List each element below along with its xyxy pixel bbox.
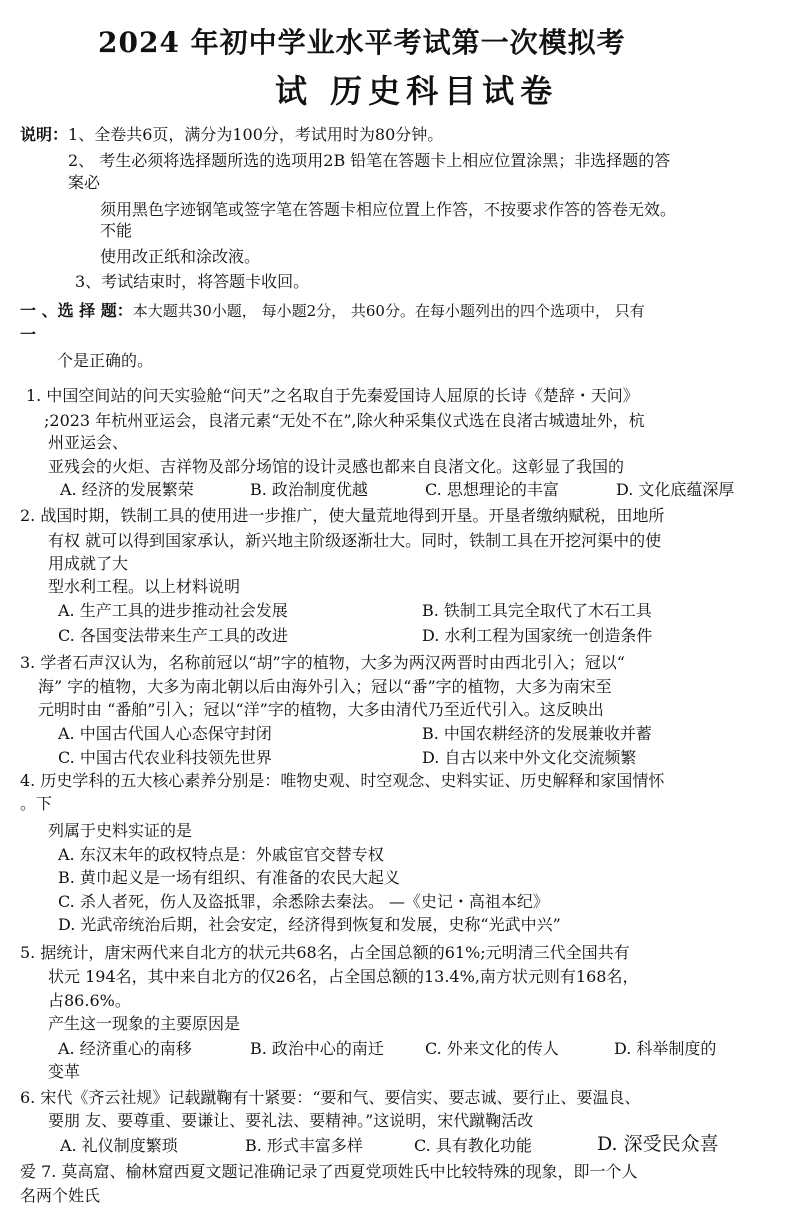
question-line: 6. 宋代《齐云社规》记载蹴鞠有十紧要：“要和气、要信实、要志诚、要行止、要温良、 bbox=[20, 1088, 641, 1107]
section-description-cont: 个是正确的。 bbox=[57, 351, 154, 370]
question-line: 有权 就可以得到国家承认，新兴地主阶级逐渐壮大。同时，铁制工具在开挖河渠中的使 bbox=[48, 531, 662, 550]
question-line: 爱 7. 莫高窟、榆林窟西夏文题记准确记录了西夏党项姓氏中比较特殊的现象，即一个人 bbox=[20, 1162, 638, 1181]
title-line-1: 2024 年初中学业水平考试第一次模拟考 bbox=[98, 26, 626, 59]
option-b[interactable]: B. 中国农耕经济的发展兼收并蓄 bbox=[422, 724, 652, 743]
question-line: 列属于史料实证的是 bbox=[48, 821, 193, 840]
option-b[interactable]: B. 铁制工具完全取代了木石工具 bbox=[422, 601, 652, 620]
instructions-line-1 bbox=[20, 124, 443, 146]
question-line: 海” 字的植物，大多为南北朝以后由海外引入；冠以“番”字的植物，大多为南宋至 bbox=[38, 677, 612, 696]
question-line: 2. 战国时期，铁制工具的使用进一步推广，使大量荒地得到开垦。开垦者缴纳赋税，田地所 bbox=[20, 506, 665, 525]
instruction-item: 2、 考生必须将选择题所选的选项用2B 铅笔在答题卡上相应位置涂黑；非选择题的答 bbox=[68, 151, 671, 170]
instruction-item: 使用改正纸和涂改液。 bbox=[100, 247, 261, 266]
instruction-item: 不能 bbox=[100, 221, 133, 240]
section-description-cont: 一 bbox=[20, 325, 37, 344]
option-d[interactable]: D. 光武帝统治后期，社会安定，经济得到恢复和发展，史称“光武中兴” bbox=[58, 915, 561, 934]
question-line: 元明时由 “番舶”引入；冠以“洋”字的植物，大多由清代乃至近代引入。这反映出 bbox=[38, 700, 604, 719]
option-d-cont: 变革 bbox=[48, 1062, 81, 1081]
option-c[interactable]: C. 杀人者死，伤人及盗抵罪，余悉除去秦法。 —《史记・高祖本纪》 bbox=[58, 892, 549, 911]
option-c[interactable]: C. 具有教化功能 bbox=[414, 1136, 532, 1155]
option-b[interactable]: B. 黄巾起义是一场有组织、有准备的农民大起义 bbox=[58, 868, 400, 887]
option-a[interactable]: A. 生产工具的进步推动社会发展 bbox=[58, 601, 288, 620]
question-line: 3. 学者石声汉认为，名称前冠以“胡”字的植物，大多为两汉两晋时由西北引入；冠以“ bbox=[20, 653, 625, 672]
option-c[interactable]: C. 中国古代农业科技领先世界 bbox=[58, 748, 272, 767]
section-description: 本大题共30小题， 每小题2分， 共60分。在每小题列出的四个选项中， 只有 bbox=[132, 302, 645, 320]
question-line: 要朋 友、要尊重、要谦让、要礼法、要精神。”这说明，宋代蹴鞠活改 bbox=[48, 1111, 534, 1130]
question-line: ;2023 年杭州亚运会，良渚元素“无处不在”,除火种采集仪式选在良渚古城遗址外，杭 bbox=[44, 411, 645, 430]
question-line: 占86.6%。 bbox=[48, 991, 131, 1010]
option-d[interactable]: D. 深受民众喜 bbox=[597, 1133, 719, 1155]
instruction-item: 须用黑色字迹钢笔或签字笔在答题卡相应位置上作答，不按要求作答的答卷无效。 bbox=[100, 200, 677, 219]
option-d[interactable]: D. 水利工程为国家统一创造条件 bbox=[422, 626, 653, 645]
option-a[interactable]: A. 经济重心的南移 bbox=[58, 1039, 192, 1058]
question-line: 州亚运会、 bbox=[48, 433, 129, 452]
option-a[interactable]: A. 中国古代国人心态保守封闭 bbox=[58, 724, 272, 743]
section-heading: 一 、选 择 题： bbox=[20, 301, 133, 320]
option-c[interactable]: C. 思想理论的丰富 bbox=[425, 480, 559, 499]
question-line: 用成就了大 bbox=[48, 554, 129, 573]
instruction-item: 3、考试结束时，将答题卡收回。 bbox=[75, 272, 310, 291]
title-line-2: 试 历史科目试卷 bbox=[275, 72, 559, 110]
instruction-item: 案必 bbox=[68, 173, 101, 192]
option-a[interactable]: A. 东汉末年的政权特点是：外戚宦官交替专权 bbox=[58, 845, 384, 864]
question-line: 名两个姓氏 bbox=[20, 1186, 101, 1205]
option-d[interactable]: D. 科举制度的 bbox=[614, 1039, 717, 1058]
option-a[interactable]: A. 经济的发展繁荣 bbox=[60, 480, 194, 499]
instruction-item: 1、全卷共6页，满分为100分，考试用时为80分钟。 bbox=[68, 125, 444, 144]
question-line: 1. 中国空间站的问天实验舱“问天”之名取自于先秦爱国诗人屈原的长诗《楚辞・天问》 bbox=[26, 386, 639, 405]
question-line: 4. 历史学科的五大核心素养分别是：唯物史观、时空观念、史料实证、历史解释和家国情怀 bbox=[20, 771, 665, 790]
option-a[interactable]: A. 礼仪制度繁琐 bbox=[60, 1136, 178, 1155]
question-line: 型水利工程。以上材料说明 bbox=[48, 577, 241, 596]
option-b[interactable]: B. 政治制度优越 bbox=[250, 480, 368, 499]
question-line: 产生这一现象的主要原因是 bbox=[48, 1014, 241, 1033]
option-c[interactable]: C. 外来文化的传人 bbox=[425, 1039, 559, 1058]
section-heading-line bbox=[20, 300, 645, 322]
option-d[interactable]: D. 文化底蕴深厚 bbox=[616, 480, 735, 499]
question-line: 亚残会的火炬、吉祥物及部分场馆的设计灵感也都来自良渚文化。这彰显了我国的 bbox=[48, 457, 625, 476]
question-line: 5. 据统计，唐宋两代来自北方的状元共68名，占全国总额的61%;元明清三代全国共有 bbox=[20, 943, 630, 962]
instructions-label: 说明： bbox=[20, 125, 69, 144]
option-b[interactable]: B. 政治中心的南迁 bbox=[250, 1039, 384, 1058]
question-line: 状元 194名，其中来自北方的仅26名，占全国总额的13.4%,南方状元则有168名， bbox=[48, 967, 639, 986]
option-d[interactable]: D. 自古以来中外文化交流频繁 bbox=[422, 748, 637, 767]
option-b[interactable]: B. 形式丰富多样 bbox=[245, 1136, 363, 1155]
question-line: 。下 bbox=[20, 794, 53, 813]
option-c[interactable]: C. 各国变法带来生产工具的改进 bbox=[58, 626, 288, 645]
